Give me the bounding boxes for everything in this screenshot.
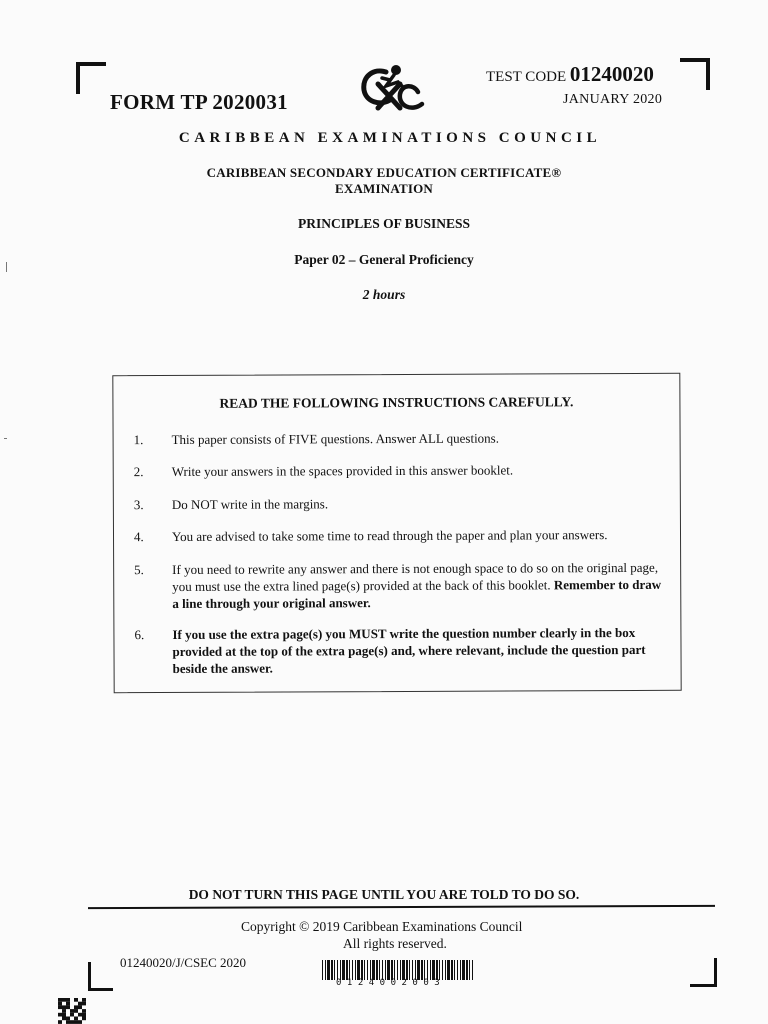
barcode (322, 960, 476, 980)
test-code-label: TEST CODE (486, 69, 567, 85)
cxc-logo (356, 62, 428, 114)
paper-code: 01240020/J/CSEC 2020 (120, 955, 247, 970)
instruction-text: You are advised to take some time to read through the paper and plan your answers. (171, 527, 608, 544)
paper-title: Paper 02 – General Proficiency (294, 252, 474, 267)
duration: 2 hours (362, 287, 406, 302)
instructions-box (112, 373, 681, 693)
instruction-text (172, 559, 664, 612)
instruction-text-emphasis: If you use the extra page(s) you MUST write the question number clearly in the box provided at the top of the extra page(s) and, where relevant, include the question part beside the answer. (172, 624, 646, 676)
corner-mark-bottom-left (88, 962, 113, 991)
instruction-item (134, 624, 664, 677)
do-not-turn-warning: DO NOT TURN THIS PAGE UNTIL YOU ARE TOLD TO DO SO. (188, 887, 580, 902)
instruction-text-emphasis: Remember to draw a line through your original answer. (172, 576, 662, 611)
exam-date: JANUARY 2020 (563, 92, 663, 107)
instruction-number: 5. (134, 562, 144, 578)
instruction-number: 1. (133, 432, 144, 448)
test-code-value: 01240020 (569, 62, 654, 86)
instruction-item (134, 461, 664, 480)
instruction-text: Write your answers in the spaces provided in this answer booklet. (171, 462, 514, 479)
instructions-heading: READ THE FOLLOWING INSTRUCTIONS CAREFULLY. (219, 394, 574, 411)
instruction-number: 3. (133, 497, 144, 513)
footer-divider (88, 905, 715, 909)
instruction-item (134, 494, 664, 513)
certificate-line-2: EXAMINATION (334, 181, 434, 196)
test-code (486, 62, 654, 87)
form-code: FORM TP 2020031 (110, 90, 288, 114)
instruction-text: This paper consists of FIVE questions. Answer ALL questions. (171, 430, 500, 447)
qr-code (58, 998, 86, 1024)
instruction-number: 4. (133, 529, 144, 545)
instruction-number: 6. (134, 627, 145, 643)
instruction-text-regular: If you need to rewrite any answer and there is not enough space to do so on the original page, you must use the extra lined page(s) provided at the back of this booklet. (172, 559, 659, 594)
corner-mark-top-left (76, 62, 106, 94)
instruction-number: 2. (133, 464, 144, 480)
copyright-notice: Copyright © 2019 Caribbean Examinations Council (241, 919, 523, 934)
instruction-item (134, 559, 664, 612)
instruction-item (134, 429, 664, 448)
corner-mark-bottom-right (690, 958, 717, 987)
instruction-text: Do NOT write in the margins. (171, 496, 329, 512)
rights-notice: All rights reserved. (343, 936, 447, 951)
certificate-line-1: CARIBBEAN SECONDARY EDUCATION CERTIFICATE® (206, 165, 562, 180)
barcode-digits: 0124002003 (336, 978, 446, 988)
corner-mark-top-right (680, 58, 710, 90)
scan-artifact (4, 438, 7, 439)
instruction-item (134, 526, 664, 545)
council-name: CARIBBEAN EXAMINATIONS COUNCIL (178, 130, 602, 146)
certificate-title (0, 165, 768, 197)
subject-title: PRINCIPLES OF BUSINESS (297, 216, 471, 231)
